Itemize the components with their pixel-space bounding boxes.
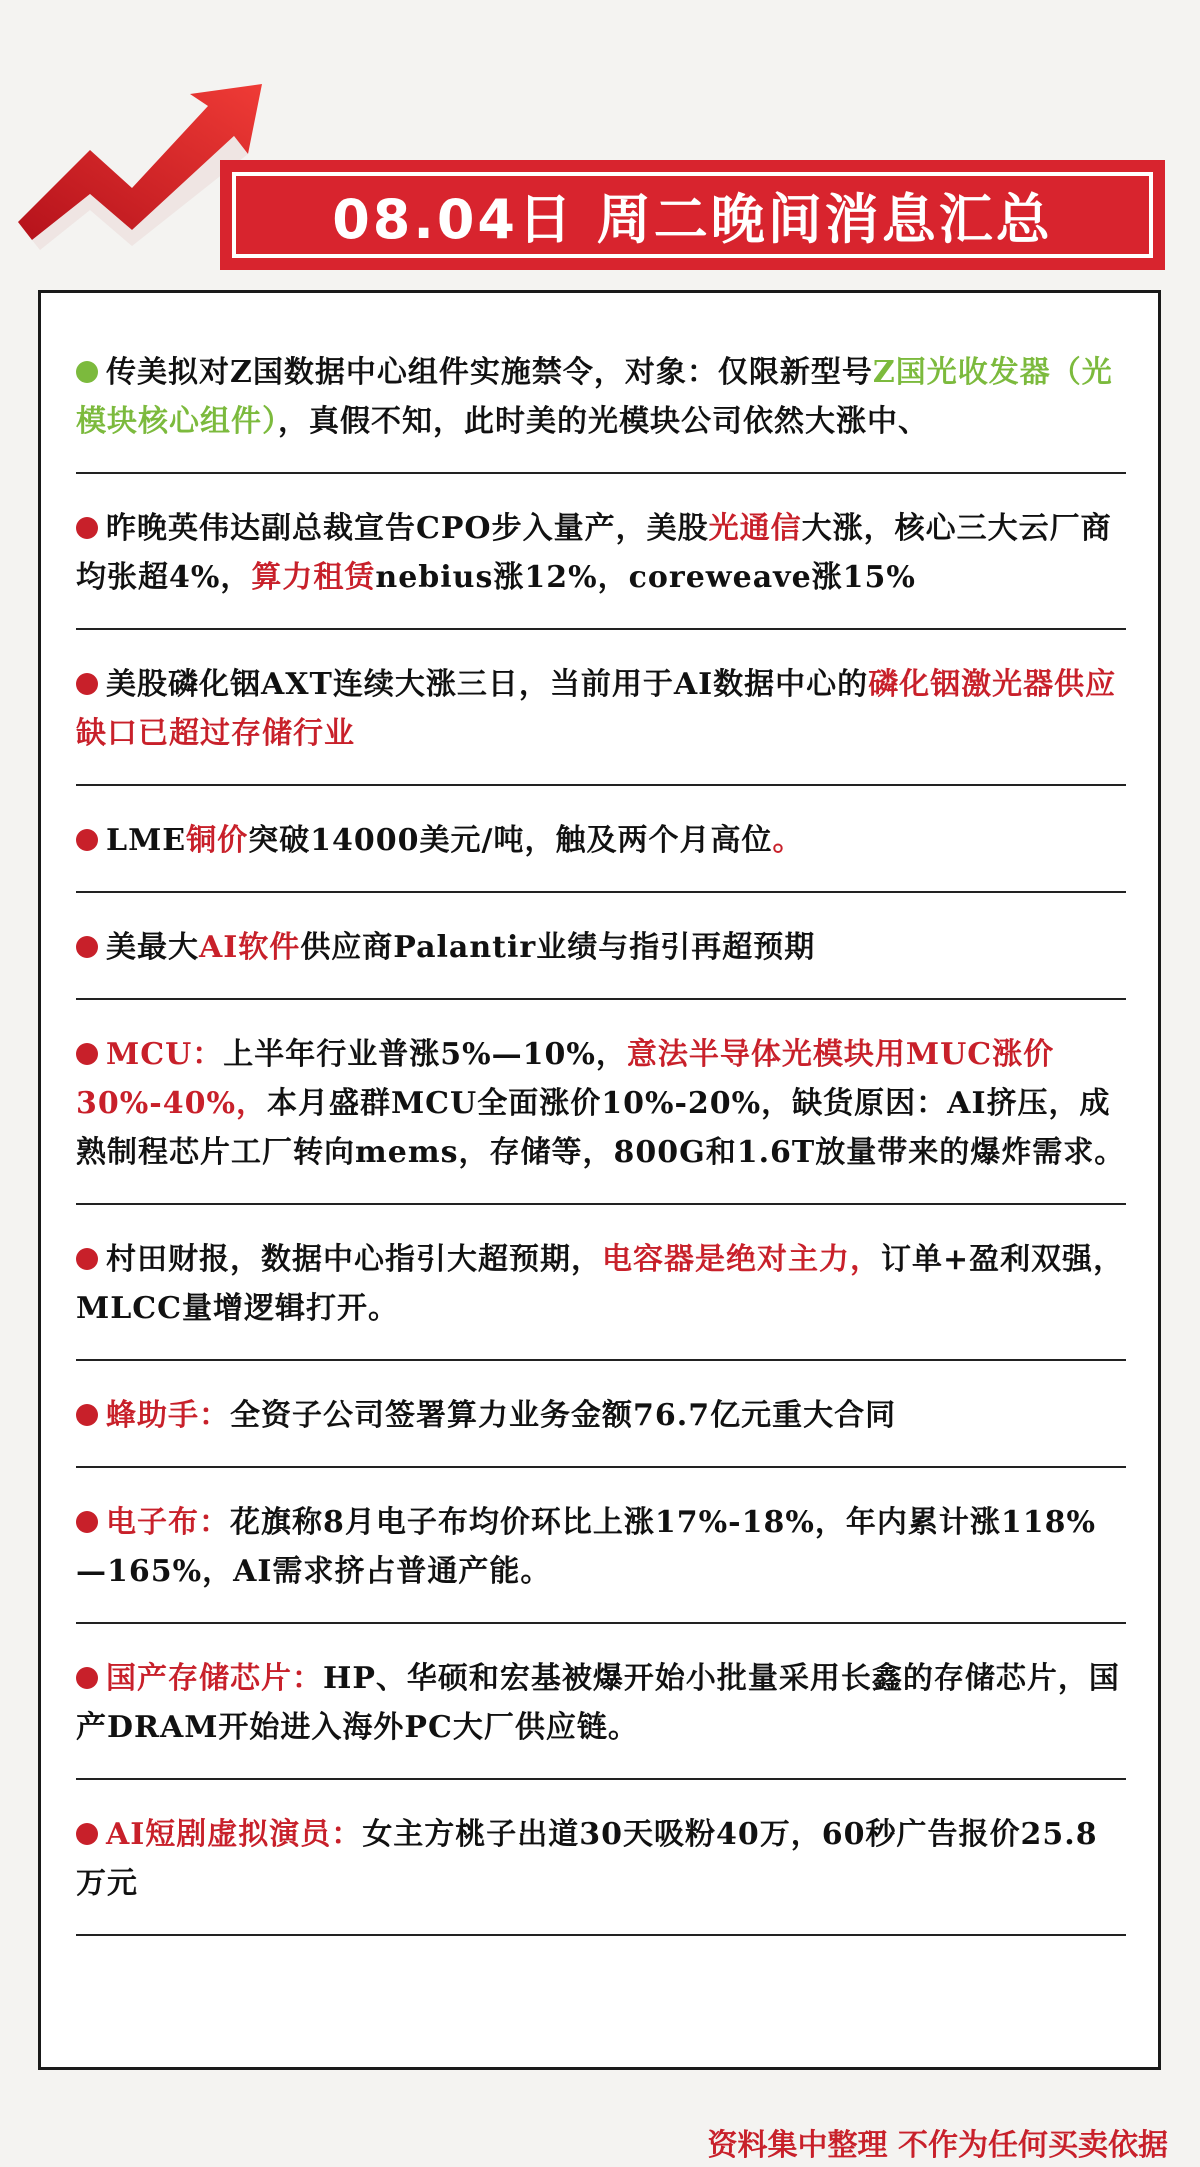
item-highlight: MCU： [106,1037,224,1072]
item-highlight: 电子布： [106,1505,230,1540]
news-list [76,348,1126,1966]
news-item [76,816,1126,893]
item-text: 大涨，核心三大云厂商均张超4%， [76,511,1112,595]
item-text: 美最大 [106,930,199,965]
news-item [76,1391,1126,1468]
item-text: ，真假不知，此时美的光模块公司依然大涨中、 [278,404,929,439]
news-item [76,348,1126,474]
item-text: 订单+盈利双强，MLCC量增逻辑打开。 [76,1242,1125,1326]
item-text: 本月盛群MCU全面涨价10%-20%，缺货原因：AI挤压，成熟制程芯片工厂转向mems，存储等，800G和1.6T放量带来的爆炸需求。 [76,1086,1126,1170]
bullet-dot-icon [76,1511,98,1533]
item-text: LME [106,823,187,858]
item-highlight: 电容器是绝对主力， [602,1242,881,1277]
footer-disclaimer: 资料集中整理 不作为任何买卖依据 [707,2128,1168,2163]
title-banner [220,160,1165,270]
item-highlight: 。 [772,823,804,858]
bullet-dot-icon [76,936,98,958]
news-item [76,923,1126,1000]
item-highlight: 蜂助手： [106,1398,230,1433]
item-text: 昨晚英伟达副总裁宣告CPO步入量产，美股 [106,511,709,546]
title-frame [232,172,1153,258]
item-text: 供应商Palantir业绩与指引再超预期 [300,930,816,965]
bullet-dot-icon [76,1823,98,1845]
item-text: 突破14000美元/吨，触及两个月高位 [248,823,773,858]
item-text: 村田财报，数据中心指引大超预期， [106,1242,602,1277]
news-item [76,1654,1126,1780]
item-highlight: Z国光收发器（光模块核心组件） [76,355,1113,439]
bullet-dot-icon [76,1248,98,1270]
bullet-dot-icon [76,673,98,695]
bullet-dot-icon [76,361,98,383]
item-highlight: 铜价 [186,823,249,858]
news-item [76,660,1126,786]
page-title: 08.04日 周二晚间消息汇总 [332,187,1053,251]
item-highlight: 意法半导体光模块用MUC涨价30%-40%， [76,1037,1055,1121]
news-item [76,1498,1126,1624]
bullet-dot-icon [76,829,98,851]
news-item [76,504,1126,630]
news-summary-box [38,290,1161,2070]
item-highlight: AI短剧虚拟演员： [106,1817,363,1852]
bullet-dot-icon [76,1404,98,1426]
news-item [76,1235,1126,1361]
news-item [76,1030,1126,1205]
item-highlight: 算力租赁 [251,560,376,595]
item-text: nebius涨12%，coreweave涨15% [375,560,916,595]
item-text: 全资子公司签署算力业务金额76.7亿元重大合同 [230,1398,897,1433]
item-text: 花旗称8月电子布均价环比上涨17%-18%，年内累计涨118%—165%，AI需求挤占普通产能。 [76,1505,1096,1589]
item-highlight: 光通信 [708,511,802,546]
news-item [76,1810,1126,1936]
bullet-dot-icon [76,517,98,539]
item-highlight: 国产存储芯片： [106,1661,323,1696]
item-text: HP、华硕和宏基被爆开始小批量采用长鑫的存储芯片，国产DRAM开始进入海外PC大厂供应链。 [76,1661,1120,1745]
bullet-dot-icon [76,1667,98,1689]
item-text: 美股磷化铟AXT连续大涨三日，当前用于AI数据中心的 [106,667,869,702]
item-highlight: 磷化铟激光器供应缺口已超过存储行业 [76,667,1117,751]
item-text: 传美拟对Z国数据中心组件实施禁令，对象：仅限新型号 [106,355,873,390]
item-text: 女主方桃子出道30天吸粉40万，60秒广告报价25.8万元 [76,1817,1098,1901]
item-highlight: AI软件 [199,930,301,965]
item-text: 上半年行业普涨5%—10%， [223,1037,627,1072]
bullet-dot-icon [76,1043,98,1065]
